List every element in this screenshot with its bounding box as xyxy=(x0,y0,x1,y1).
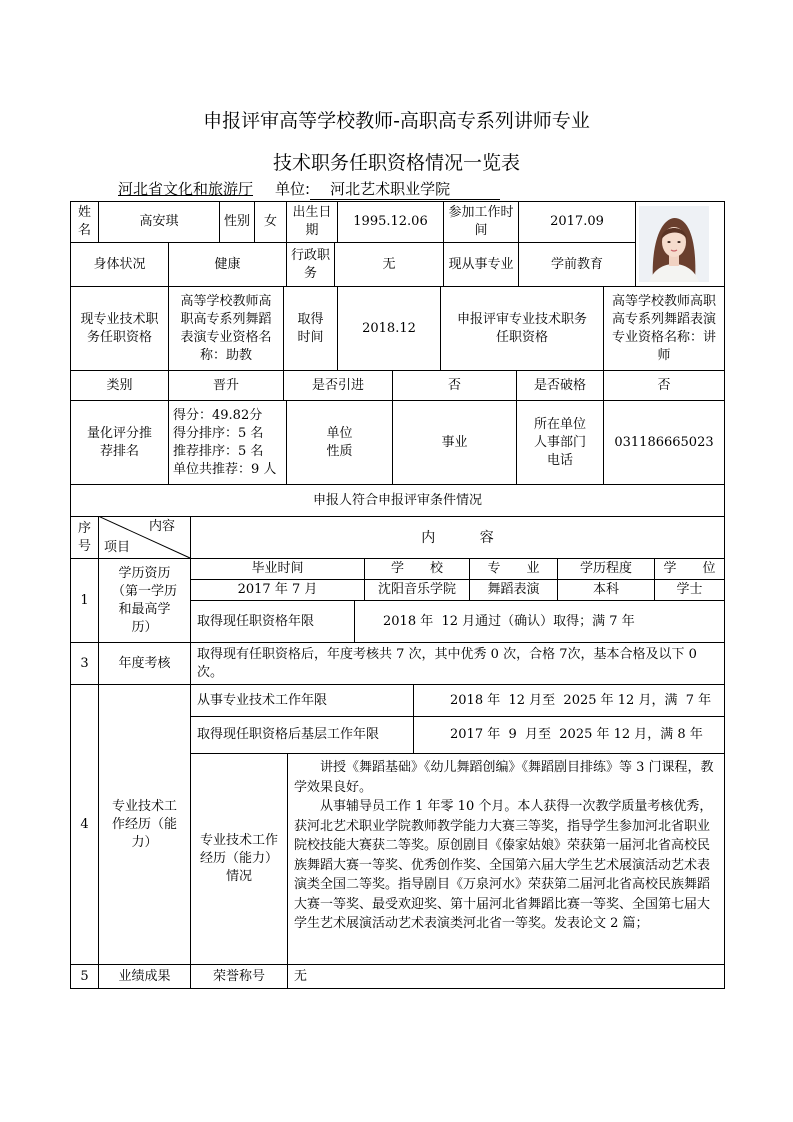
exp-paragraph-1: 讲授《舞蹈基础》《幼儿舞蹈创编》《舞蹈剧目排练》等 3 门课程，教学效果良好。 xyxy=(294,760,714,795)
current-major-value: 学前教育 xyxy=(550,256,603,272)
name-label: 姓名 xyxy=(77,205,91,238)
birth-label: 出生日期 xyxy=(292,205,332,238)
annual-no: 3 xyxy=(80,655,89,671)
edu-col-degree: 学 位 xyxy=(663,561,716,576)
header-content-small: 内容 xyxy=(148,519,175,534)
category-value: 晋升 xyxy=(212,377,239,393)
qual-years-value: 2018 年 12 月通过（确认）取得；满 7 年 xyxy=(383,613,635,629)
category-label: 类别 xyxy=(106,377,133,393)
current-title-value: 高等学校教师高职高专系列舞蹈表演专业资格名称：助教 xyxy=(180,293,272,363)
honor-value: 无 xyxy=(294,968,308,984)
gender-label: 性别 xyxy=(223,214,250,229)
admin-post-value: 无 xyxy=(382,256,396,272)
recommend-order-line: 推荐排序：5 名 xyxy=(173,443,264,459)
edu-col-major: 专 业 xyxy=(487,561,540,576)
header-item-small: 项目 xyxy=(104,540,131,555)
edu-col-school: 学 校 xyxy=(390,561,443,576)
exp-paragraph-2: 从事辅导员工作 1 年零 10 个月。本人获得一次教学质量考核优秀，获河北艺术职业学院教师教学能力大赛三等奖，指导学生参加河北省职业院校技能大赛获二等奖。原创剧目《傣家姑娘》荣获第一届河北省高校民族舞蹈大赛一等奖、优秀创作奖、全国第六届大学生艺术展演活动艺术表演类全国二等奖。指导剧目《万泉河水》荣获第二届河北省高校民族舞蹈大赛一等奖、最受欢迎奖、第十届河北省舞蹈比赛一等奖、全国第七届大学生艺术展演活动艺术表演类河北省一等奖。发表论文 2 篇； xyxy=(294,799,713,931)
obtain-time-label: 取得时间 xyxy=(297,311,324,345)
exception-value: 否 xyxy=(657,377,671,393)
work-start-value: 2017.09 xyxy=(550,214,604,229)
exp-no: 4 xyxy=(80,816,89,832)
apply-title-value: 高等学校教师高职高专系列舞蹈表演专业资格名称：讲师 xyxy=(612,293,717,363)
qual-years-label: 取得现任职资格年限 xyxy=(197,613,315,629)
edu-col-level: 学历程度 xyxy=(579,561,632,576)
work-start-label: 参加工作时间 xyxy=(448,205,514,238)
unit-label: 单位: xyxy=(275,180,311,198)
perf-label: 业绩成果 xyxy=(118,968,171,984)
exp-label: 专业技术工作经历（能力） xyxy=(111,798,177,850)
unit-name: 河北艺术职业学院 xyxy=(310,178,500,200)
header-no: 序号 xyxy=(77,520,91,554)
unit-line xyxy=(118,178,500,200)
annual-text: 取得现有任职资格后，年度考核共 7 次，其中优秀 0 次，合格 7次，基本合格及以下 0次。 xyxy=(197,646,697,680)
admin-post-label: 行政职务 xyxy=(290,247,330,281)
edu-grad-time: 2017 年 7 月 xyxy=(237,582,318,597)
introduced-label: 是否引进 xyxy=(311,377,364,393)
section-title: 申报人符合申报评审条件情况 xyxy=(312,492,482,508)
honor-label: 荣誉称号 xyxy=(212,968,265,984)
exp-years-label: 从事专业技术工作年限 xyxy=(197,692,328,708)
obtain-time-value: 2018.12 xyxy=(362,320,416,336)
applicant-photo xyxy=(639,206,709,282)
annual-label: 年度考核 xyxy=(118,655,171,671)
name-value: 高安琪 xyxy=(139,214,179,229)
perf-no: 5 xyxy=(80,968,89,984)
base-years-label: 取得现任职资格后基层工作年限 xyxy=(197,727,380,742)
edu-degree: 学士 xyxy=(676,582,703,597)
health-value: 健康 xyxy=(214,256,241,272)
unit-nature-label: 单位性质 xyxy=(326,425,353,459)
hr-phone-label: 所在单位人事部门电话 xyxy=(533,416,586,468)
birth-value: 1995.12.06 xyxy=(353,214,428,229)
document-title-line1: 申报评审高等学校教师-高职高专系列讲师专业 xyxy=(203,110,590,132)
document-title-line2: 技术职务任职资格情况一览表 xyxy=(272,152,520,174)
score-line: 得分：49.82分 xyxy=(173,407,263,423)
unit-nature-value: 事业 xyxy=(441,434,468,450)
edu-col-grad-time: 毕业时间 xyxy=(251,561,304,576)
apply-title-label: 申报评审专业技术职务任职资格 xyxy=(456,311,587,345)
introduced-value: 否 xyxy=(447,377,461,393)
edu-school: 沈阳音乐学院 xyxy=(377,582,456,597)
exp-detail-text xyxy=(288,754,724,964)
header-content: 内 容 xyxy=(421,529,494,546)
gender-value: 女 xyxy=(263,214,277,229)
score-rank-values xyxy=(169,401,286,484)
edu-no: 1 xyxy=(80,592,89,608)
exp-detail-label: 专业技术工作经历（能力）情况 xyxy=(199,833,278,884)
base-years-value: 2017 年 9 月至 2025 年 12 月，满 8 年 xyxy=(450,727,703,742)
unit-total-line: 单位共推荐：9 人 xyxy=(173,461,277,477)
hr-phone-value: 031186665023 xyxy=(614,434,714,450)
score-order-line: 得分排序：5 名 xyxy=(173,425,264,441)
edu-major: 舞蹈表演 xyxy=(487,582,540,597)
edu-label: 学历资历（第一学历和最高学历） xyxy=(111,565,177,635)
exception-label: 是否破格 xyxy=(533,377,586,393)
health-label: 身体状况 xyxy=(93,256,146,272)
department: 河北省文化和旅游厅 xyxy=(118,180,254,198)
current-title-label: 现专业技术职务任职资格 xyxy=(80,311,159,345)
exp-years-value: 2018 年 12 月至 2025 年 12 月，满 7 年 xyxy=(450,692,712,708)
edu-level: 本科 xyxy=(592,582,619,597)
current-major-label: 现从事专业 xyxy=(448,256,514,272)
score-rank-label: 量化评分推荐排名 xyxy=(86,425,152,459)
